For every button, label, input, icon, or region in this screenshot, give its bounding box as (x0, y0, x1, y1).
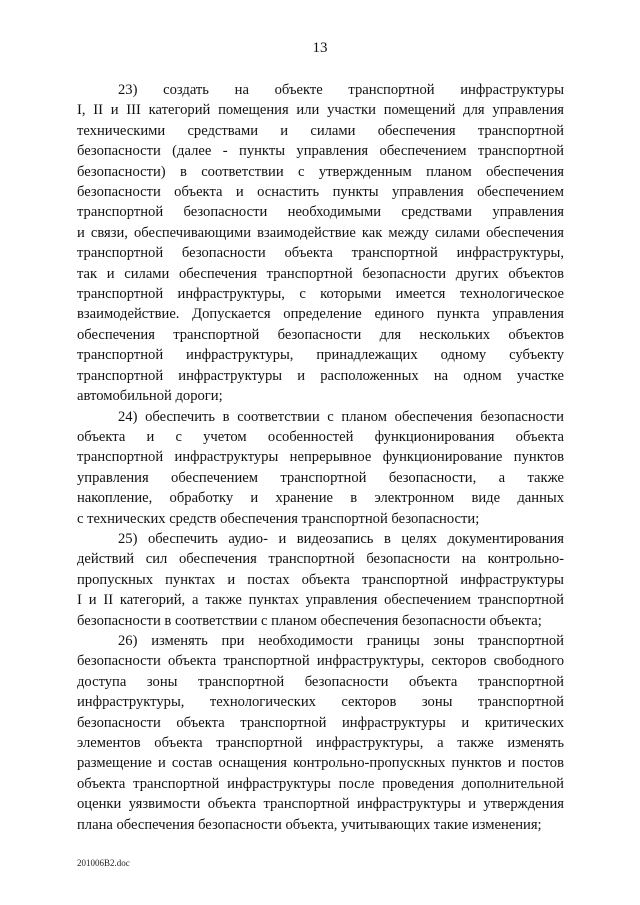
text-line: 25) обеспечить аудио- и видеозапись в целях документирования (118, 530, 564, 547)
text-line: так и силами обеспечения транспортной безопасности других объектов (77, 265, 564, 282)
text-line: плана обеспечения безопасности объекта, учитывающих такие изменения; (77, 816, 542, 833)
text-line: транспортной инфраструктуры, с которыми имеется технологическое (77, 286, 564, 303)
file-name-footer: 201006B2.doc (77, 858, 130, 868)
paragraph-25 (77, 529, 564, 631)
text-line: безопасности в соответствии с планом обеспечения безопасности объекта; (77, 612, 542, 629)
text-line: элементов объекта транспортной инфраструктуры, а также изменять (77, 735, 564, 751)
text-line: 24) обеспечить в соответствии с планом обеспечения безопасности (118, 408, 564, 425)
paragraph-23 (77, 80, 564, 407)
text-line: транспортной инфраструктуры и расположенных на одном участке (77, 367, 564, 384)
text-line: 23) создать на объекте транспортной инфраструктуры (118, 82, 564, 98)
text-line: пропускных пунктах и постах объекта транспортной инфраструктуры (77, 571, 564, 588)
text-line: техническими средствами и силами обеспечения транспортной (77, 122, 564, 139)
text-line: 26) изменять при необходимости границы зоны транспортной (118, 632, 564, 649)
text-line: и связи, обеспечивающими взаимодействие как между силами обеспечения (77, 224, 564, 241)
text-line: накопление, обработку и хранение в электронном виде данных (77, 490, 564, 507)
text-line: I и II категорий, а также пунктах управления обеспечением транспортной (77, 592, 564, 609)
text-line: управления обеспечением транспортной безопасности, а также (77, 469, 564, 486)
text-line: с технических средств обеспечения транспортной безопасности; (77, 510, 480, 527)
text-line: объекта транспортной инфраструктуры после проведения дополнительной (77, 775, 564, 792)
text-line: безопасности объекта транспортной инфраструктуры, секторов свободного (77, 653, 564, 670)
text-line: транспортной безопасности необходимыми средствами управления (77, 204, 564, 221)
text-line: доступа зоны транспортной безопасности объекта транспортной (77, 673, 564, 690)
text-line: оценки уязвимости объекта транспортной инфраструктуры и утверждения (77, 796, 564, 813)
page-number: 13 (312, 40, 328, 56)
text-line: безопасности объекта транспортной инфраструктуры и критических (77, 714, 564, 731)
text-line: взаимодействие. Допускается определение единого пункта управления (77, 306, 564, 323)
text-line: I, II и III категорий помещения или участки помещений для управления (77, 102, 564, 119)
text-line: инфраструктуры, технологических секторов зоны транспортной (77, 694, 564, 711)
text-line: автомобильной дороги; (77, 388, 223, 405)
text-line: транспортной инфраструктуры, принадлежащих одному субъекту (77, 347, 564, 364)
text-line: безопасности (далее - пункты управления обеспечением транспортной (77, 143, 564, 160)
text-line: обеспечения транспортной безопасности для нескольких объектов (77, 326, 564, 343)
document-body (77, 80, 564, 835)
text-line: размещение и состав оснащения контрольно-пропускных пунктов и постов (77, 755, 564, 772)
text-line: транспортной инфраструктуры непрерывное функционирование пунктов (77, 449, 564, 466)
paragraph-26 (77, 631, 564, 835)
text-line: действий сил обеспечения транспортной безопасности на контрольно- (77, 551, 564, 568)
text-line: транспортной безопасности объекта транспортной инфраструктуры, (77, 245, 564, 262)
paragraph-24 (77, 407, 564, 529)
text-line: объекта и с учетом особенностей функционирования объекта (77, 428, 564, 445)
text-line: безопасности) в соответствии с утвержденным планом обеспечения (77, 163, 564, 180)
text-line: безопасности объекта и оснастить пункты управления обеспечением (77, 184, 564, 201)
